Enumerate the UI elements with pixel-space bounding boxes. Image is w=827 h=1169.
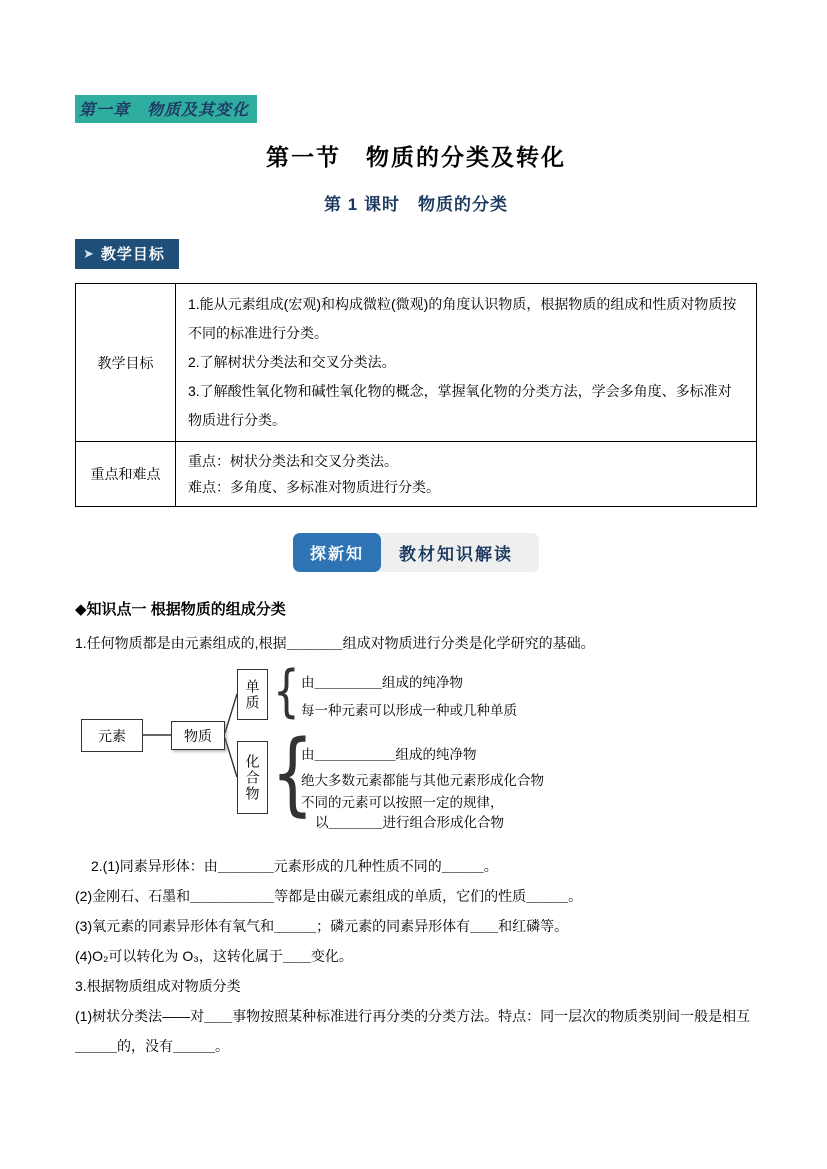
- keypoint-row-content: [176, 442, 757, 507]
- explore-title: 教材知识解读: [399, 545, 513, 564]
- compound-line-3: 不同的元素可以按照一定的规律，: [301, 795, 504, 810]
- keypoint-line-2: 难点：多角度、多标准对物质进行分类。: [188, 479, 440, 495]
- table-row-goals: [76, 284, 757, 442]
- item-3-1: (1)树状分类法——对＿＿事物按照某种标准进行再分类的分类方法。特点：同一层次的物质类别间一般是相互＿＿＿的，没有＿＿＿。: [75, 1008, 751, 1054]
- compound-brace-icon: {: [271, 721, 314, 826]
- compound-line-4: 以＿＿＿＿进行组合形成化合物: [315, 815, 504, 830]
- goal-row-label: 教学目标: [76, 284, 176, 442]
- table-row-key-points: [76, 442, 757, 507]
- lesson-subtitle: 第 1 课时 物质的分类: [324, 195, 508, 214]
- item-3: 3.根据物质组成对物质分类: [75, 978, 241, 994]
- section-title: 第一节 物质的分类及转化: [266, 144, 566, 170]
- goal-line-3: 3.了解酸性氧化物和碱性氧化物的概念，掌握氧化物的分类方法，学会多角度、多标准对物质进行分类。: [188, 383, 732, 428]
- arrow-right-icon: ➤: [83, 245, 95, 261]
- document-content: [75, 95, 757, 1061]
- item-2-3: (3)氧元素的同素异形体有氧气和＿＿＿；磷元素的同素异形体有＿＿和红磷等。: [75, 918, 569, 934]
- element-box: 元素: [81, 719, 143, 752]
- explore-section-header: [75, 533, 757, 572]
- pure-substance-line-2: 每一种元素可以形成一种或几种单质: [301, 703, 517, 718]
- knowledge-point-heading: ◆知识点一 根据物质的组成分类: [75, 601, 286, 618]
- explore-pill: [293, 533, 539, 572]
- chapter-header-band: [75, 95, 257, 123]
- item-2-1: 2.(1)同素异形体：由＿＿＿＿元素形成的几种性质不同的＿＿＿。: [91, 858, 498, 874]
- item-2-2: (2)金刚石、石墨和＿＿＿＿＿＿等都是由碳元素组成的单质，它们的性质＿＿＿。: [75, 888, 583, 904]
- goal-row-content: [176, 284, 757, 442]
- pure-substance-brace-icon: {: [273, 659, 300, 724]
- item-2-4: (4)O₂可以转化为 O₃，这转化属于＿＿变化。: [75, 948, 353, 964]
- pure-substance-box: 单质: [237, 669, 268, 720]
- goal-line-2: 2.了解树状分类法和交叉分类法。: [188, 354, 396, 370]
- goal-line-1: 1.能从元素组成(宏观)和构成微粒(微观)的角度认识物质，根据物质的组成和性质对物质按不同的标准进行分类。: [188, 296, 737, 341]
- chapter-title: 第一章 物质及其变化: [79, 102, 250, 119]
- teaching-goal-badge-label: 教学目标: [100, 246, 165, 263]
- teaching-goal-table: [75, 283, 757, 507]
- compound-line-2: 绝大多数元素都能与其他元素形成化合物: [301, 773, 544, 788]
- explore-badge: 探新知: [293, 533, 381, 572]
- fill-in-items: [75, 851, 757, 1061]
- pure-substance-line-1: 由＿＿＿＿＿组成的纯净物: [301, 675, 463, 690]
- classification-diagram: [75, 659, 757, 835]
- matter-box: 物质: [171, 721, 225, 750]
- knowledge-item-1: 1.任何物质都是由元素组成的,根据＿＿＿＿组成对物质进行分类是化学研究的基础。: [75, 635, 595, 651]
- keypoint-row-label: 重点和难点: [76, 442, 176, 507]
- compound-line-1: 由＿＿＿＿＿＿组成的纯净物: [301, 747, 477, 762]
- keypoint-line-1: 重点：树状分类法和交叉分类法。: [188, 453, 398, 469]
- compound-box: 化合物: [237, 741, 268, 814]
- teaching-goal-badge: [75, 239, 179, 269]
